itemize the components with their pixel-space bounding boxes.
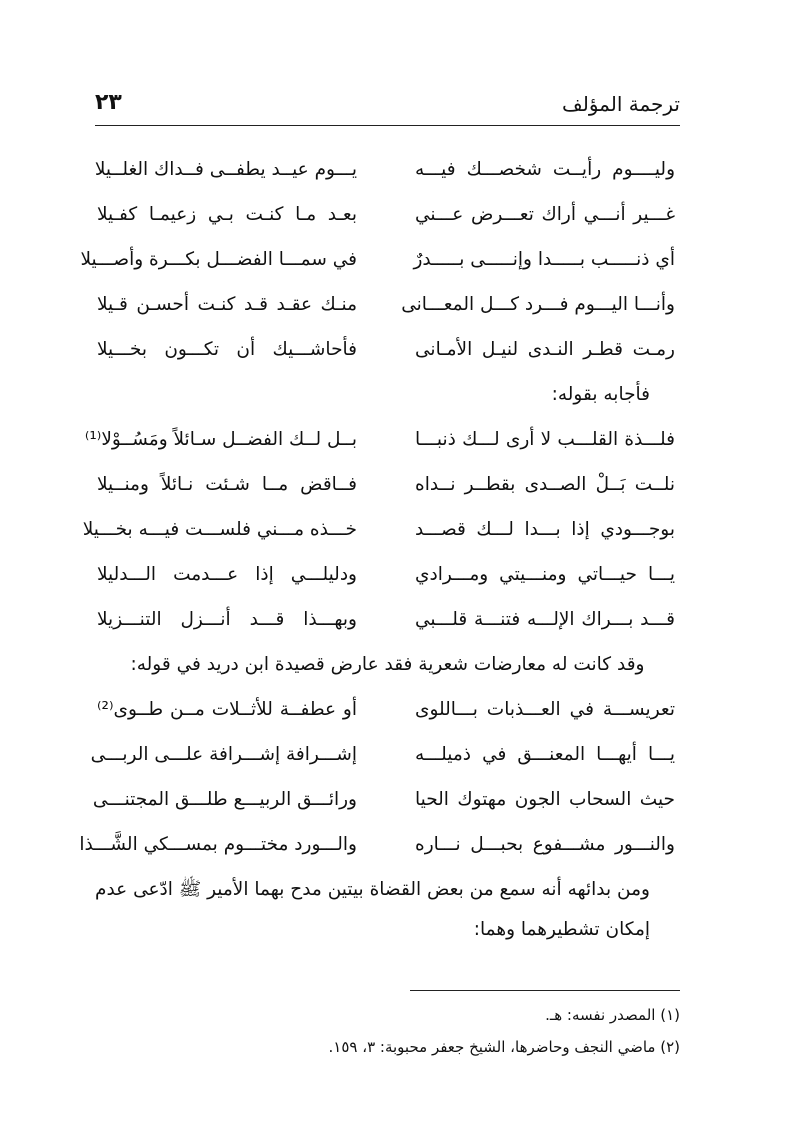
verse-line bbox=[95, 600, 680, 640]
verse-second-hemistich: بــل لــك الفضــل سـائلاً ومَسُــوْلا⁽¹⁾ bbox=[84, 429, 357, 450]
verse-second-hemistich: أو عطفــة للأثــلات مــن طــوى⁽²⁾ bbox=[97, 699, 357, 720]
verse-first-hemistich: أي ذنـــــب بـــــدا وإنـــــى بـــــدرٌ bbox=[413, 249, 675, 270]
verse-second-hemistich: بعـد مـا كنـت بـي زعيمـا كفـيلا bbox=[97, 204, 357, 225]
verse-second-hemistich: ودليلـــي إذا عـــدمت الـــدليلا bbox=[97, 564, 357, 585]
verse-first-hemistich: والنـــور مشـــفوع بحبـــل نـــاره bbox=[415, 834, 675, 855]
verse-second-hemistich: والـــورد مختـــوم بمســـكي الشَّـــذا bbox=[79, 834, 357, 855]
page-body bbox=[79, 150, 680, 955]
footnote-divider bbox=[410, 990, 680, 991]
verse-line bbox=[95, 465, 680, 505]
verse-second-hemistich: فأحاشـــيك أن تكـــون بخـــيلا bbox=[97, 339, 357, 360]
verse-line bbox=[84, 420, 680, 460]
verse-first-hemistich: تعريســـة في العـــذبات بـــاللوى bbox=[415, 699, 675, 720]
verse-line bbox=[95, 195, 680, 235]
verse-first-hemistich: قـــد بـــراك الإلـــه فتنـــة قلـــبي bbox=[415, 609, 675, 630]
verse-second-hemistich: ورائـــق الربيـــع طلـــق المجتنـــى bbox=[92, 789, 357, 810]
poem-section-1 bbox=[80, 150, 680, 370]
verse-first-hemistich: رمـت قطـر النـدى لنيـل الأمـانى bbox=[415, 339, 675, 360]
verse-second-hemistich: في سمـــا الفضـــل بكـــرة وأصـــيلا bbox=[80, 249, 357, 270]
verse-line bbox=[95, 150, 680, 190]
verse-second-hemistich: وبهـــذا قـــد أنـــزل التنـــزيلا bbox=[97, 609, 357, 630]
verse-first-hemistich: يـــا حيـــاتي ومنـــيتي ومـــرادي bbox=[415, 564, 675, 585]
verse-second-hemistich: يـــوم عيــد يطفــى فــداك الغلــيلا bbox=[94, 159, 357, 180]
verse-line bbox=[80, 240, 680, 280]
running-title: ترجمة المؤلف bbox=[562, 92, 680, 116]
intro-line-1: فأجابه بقوله: bbox=[551, 384, 650, 405]
page-header bbox=[95, 88, 680, 124]
footnote-2: (٢) ماضي النجف وحاضرها، الشيخ جعفر محبوبة: ٣، ١٥٩. bbox=[328, 1038, 680, 1056]
intro-line-2: وقد كانت له معارضات شعرية فقد عارض قصيدة ابن دريد في قوله: bbox=[130, 654, 645, 675]
verse-line bbox=[95, 555, 680, 595]
verse-line bbox=[95, 285, 680, 325]
page-number: ٢٣ bbox=[95, 90, 122, 115]
verse-first-hemistich: نلــت بَــلْ الصــدى بقطــر نــداه bbox=[415, 474, 675, 495]
poem-section-2 bbox=[82, 420, 680, 640]
poem-section-3 bbox=[79, 690, 680, 865]
verse-first-hemistich: بوجـــودي إذا بـــدا لـــك قصـــد bbox=[415, 519, 675, 540]
verse-first-hemistich: فلـــذة القلـــب لا أرى لـــك ذنبـــا bbox=[415, 429, 675, 450]
verse-line bbox=[95, 330, 680, 370]
header-divider bbox=[95, 125, 680, 126]
verse-line bbox=[79, 825, 680, 865]
verse-second-hemistich: إشـــرافة إشـــرافة علـــى الربـــى bbox=[90, 744, 357, 765]
verse-second-hemistich: منـك عقـد قـد كنـت أحسـن قـيلا bbox=[97, 294, 357, 315]
verse-first-hemistich: حيث السحاب الجون مهتوك الحيا bbox=[415, 789, 675, 810]
verse-second-hemistich: خـــذه مـــني فلســـت فيـــه بخـــيلا bbox=[82, 519, 357, 540]
verse-first-hemistich: غـــير أنـــي أراك تعـــرض عـــني bbox=[415, 204, 675, 225]
verse-first-hemistich: وليــــوم رأيــت شخصـــك فيـــه bbox=[415, 159, 675, 180]
verse-line bbox=[92, 780, 680, 820]
verse-first-hemistich: يـــا أيهـــا المعنـــق في ذميلـــه bbox=[415, 744, 675, 765]
verse-line bbox=[82, 510, 680, 550]
verse-line bbox=[95, 690, 680, 730]
verse-second-hemistich: فــاقض مــا شـئت نـائلاً ومنــيلا bbox=[97, 474, 357, 495]
footnote-1: (١) المصدر نفسه: هـ. bbox=[545, 1006, 680, 1024]
verse-first-hemistich: وأنـــا اليـــوم فـــرد كـــل المعـــانى bbox=[401, 294, 675, 315]
footnotes bbox=[120, 1000, 680, 1064]
verse-line bbox=[90, 735, 680, 775]
closing-paragraph: ومن بدائهه أنه سمع من بعض القضاة بيتين مدح بهما الأمير ﷺ ادّعى عدم إمكان تشطيرهما وهما: bbox=[95, 879, 650, 940]
